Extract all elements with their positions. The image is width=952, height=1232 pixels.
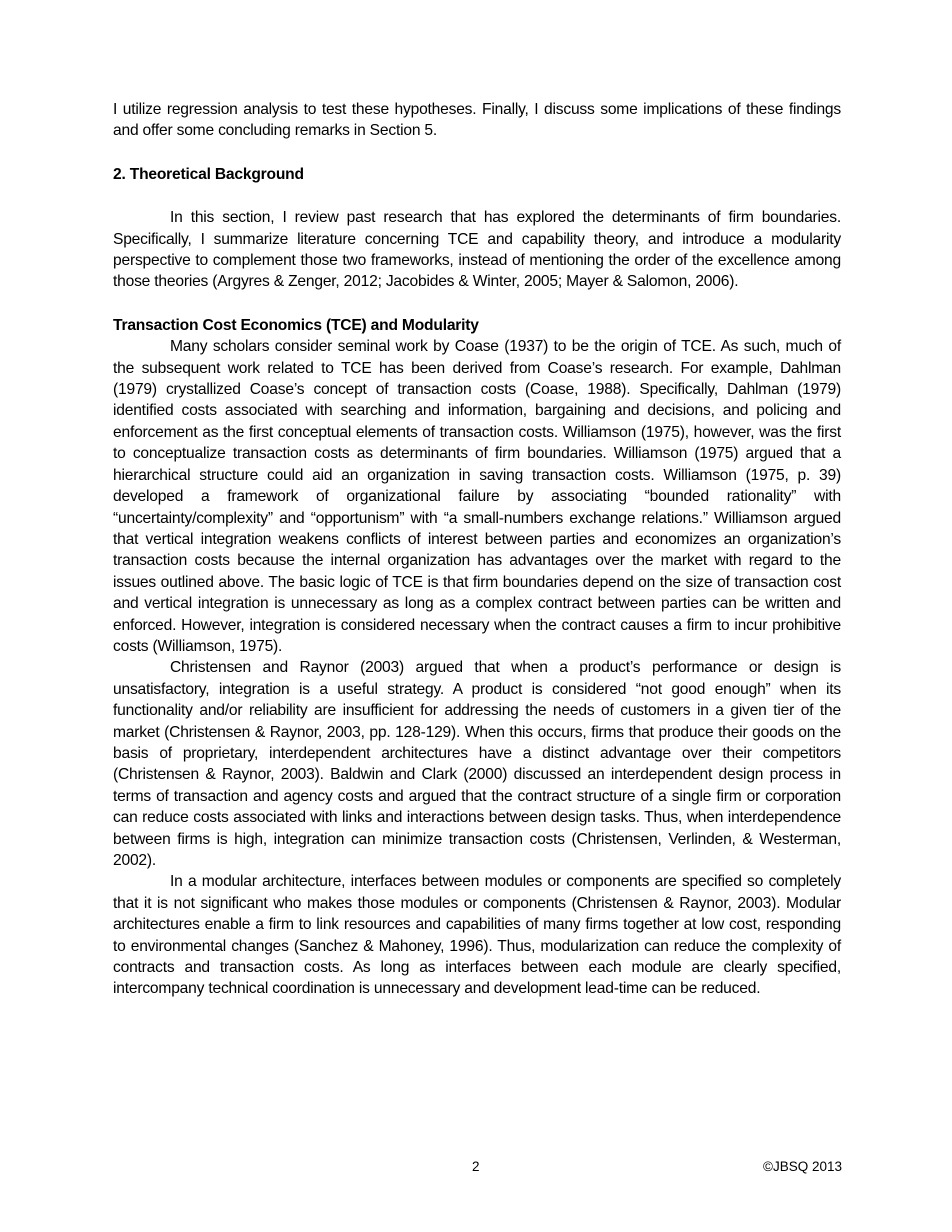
copyright-notice: ©JBSQ 2013 <box>763 1159 842 1174</box>
tce-paragraph-1: Many scholars consider seminal work by Coase (1937) to be the origin of TCE. As such, much of the subsequent work related to TCE has been derived from Coase’s research. For example, Dahlman (1979) crystallized Coase’s concept of transaction costs (Coase, 1988). Specifically, Dahlman (1979) identified costs associated with searching and information, bargaining and decisions, and policing and enforcement as the first conceptual elements of transaction costs. Williamson (1975), however, was the first to conceptualize transaction costs as determinants of firm boundaries. Williamson (1975) argued that a hierarchical structure could aid an organization in saving transaction costs. Williamson (1975, p. 39) developed a framework of organizational failure by associating “bounded rationality” with “uncertainty/complexity” and “opportunism” with “a small-numbers exchange relations.” Williamson argued that vertical integration weakens conflicts of interest between parties and economizes an organization’s transaction costs because the internal organization has advantages over the market with regard to the issues outlined above. The basic logic of TCE is that firm boundaries depend on the size of transaction cost and vertical integration is unnecessary as long as a complex contract between parties can be written and enforced. However, integration is considered necessary when the contract causes a firm to incur prohibitive costs (Williamson, 1975). <box>113 338 841 655</box>
intro-paragraph: I utilize regression analysis to test these hypotheses. Finally, I discuss some implications of these findings and offer some concluding remarks in Section 5. <box>113 101 841 140</box>
tce-paragraph-2: Christensen and Raynor (2003) argued that when a product’s performance or design is unsatisfactory, integration is a useful strategy. A product is considered “not good enough” when its functionality and/or reliability are insufficient for addressing the needs of customers in a given tier of the market (Christensen & Raynor, 2003, pp. 128-129). When this occurs, firms that produce their goods on the basis of proprietary, interdependent architectures have a distinct advantage over their competitors (Christensen & Raynor, 2003). Baldwin and Clark (2000) discussed an interdependent design process in terms of transaction and agency costs and argued that the contract structure of a single firm or corporation can reduce costs associated with links and interactions between design tasks. Thus, when interdependence between firms is high, integration can minimize transaction costs (Christensen, Verlinden, & Westerman, 2002). <box>113 659 841 869</box>
tce-paragraph-3: In a modular architecture, interfaces between modules or components are specified so completely that it is not significant who makes those modules or components (Christensen & Raynor, 2003). Modular architectures enable a firm to link resources and capabilities of many firms together at low cost, responding to environmental changes (Sanchez & Mahoney, 1996). Thus, modularization can reduce the complexity of contracts and transaction costs. As long as interfaces between each module are clearly specified, intercompany technical coordination is unnecessary and development lead-time can be reduced. <box>113 873 841 998</box>
section-intro-paragraph: In this section, I review past research that has explored the determinants of firm boundaries. Specifically, I summarize literature concerning TCE and capability theory, and introduce a modularity perspective to complement those two frameworks, instead of mentioning the order of the excellence among those theories (Argyres & Zenger, 2012; Jacobides & Winter, 2005; Mayer & Salomon, 2006). <box>113 209 841 291</box>
subsection-heading-tce: Transaction Cost Economics (TCE) and Modularity <box>113 316 479 334</box>
section-heading-theoretical-background: 2. Theoretical Background <box>113 165 304 183</box>
page-number: 2 <box>472 1159 480 1174</box>
page-body <box>113 99 841 1000</box>
